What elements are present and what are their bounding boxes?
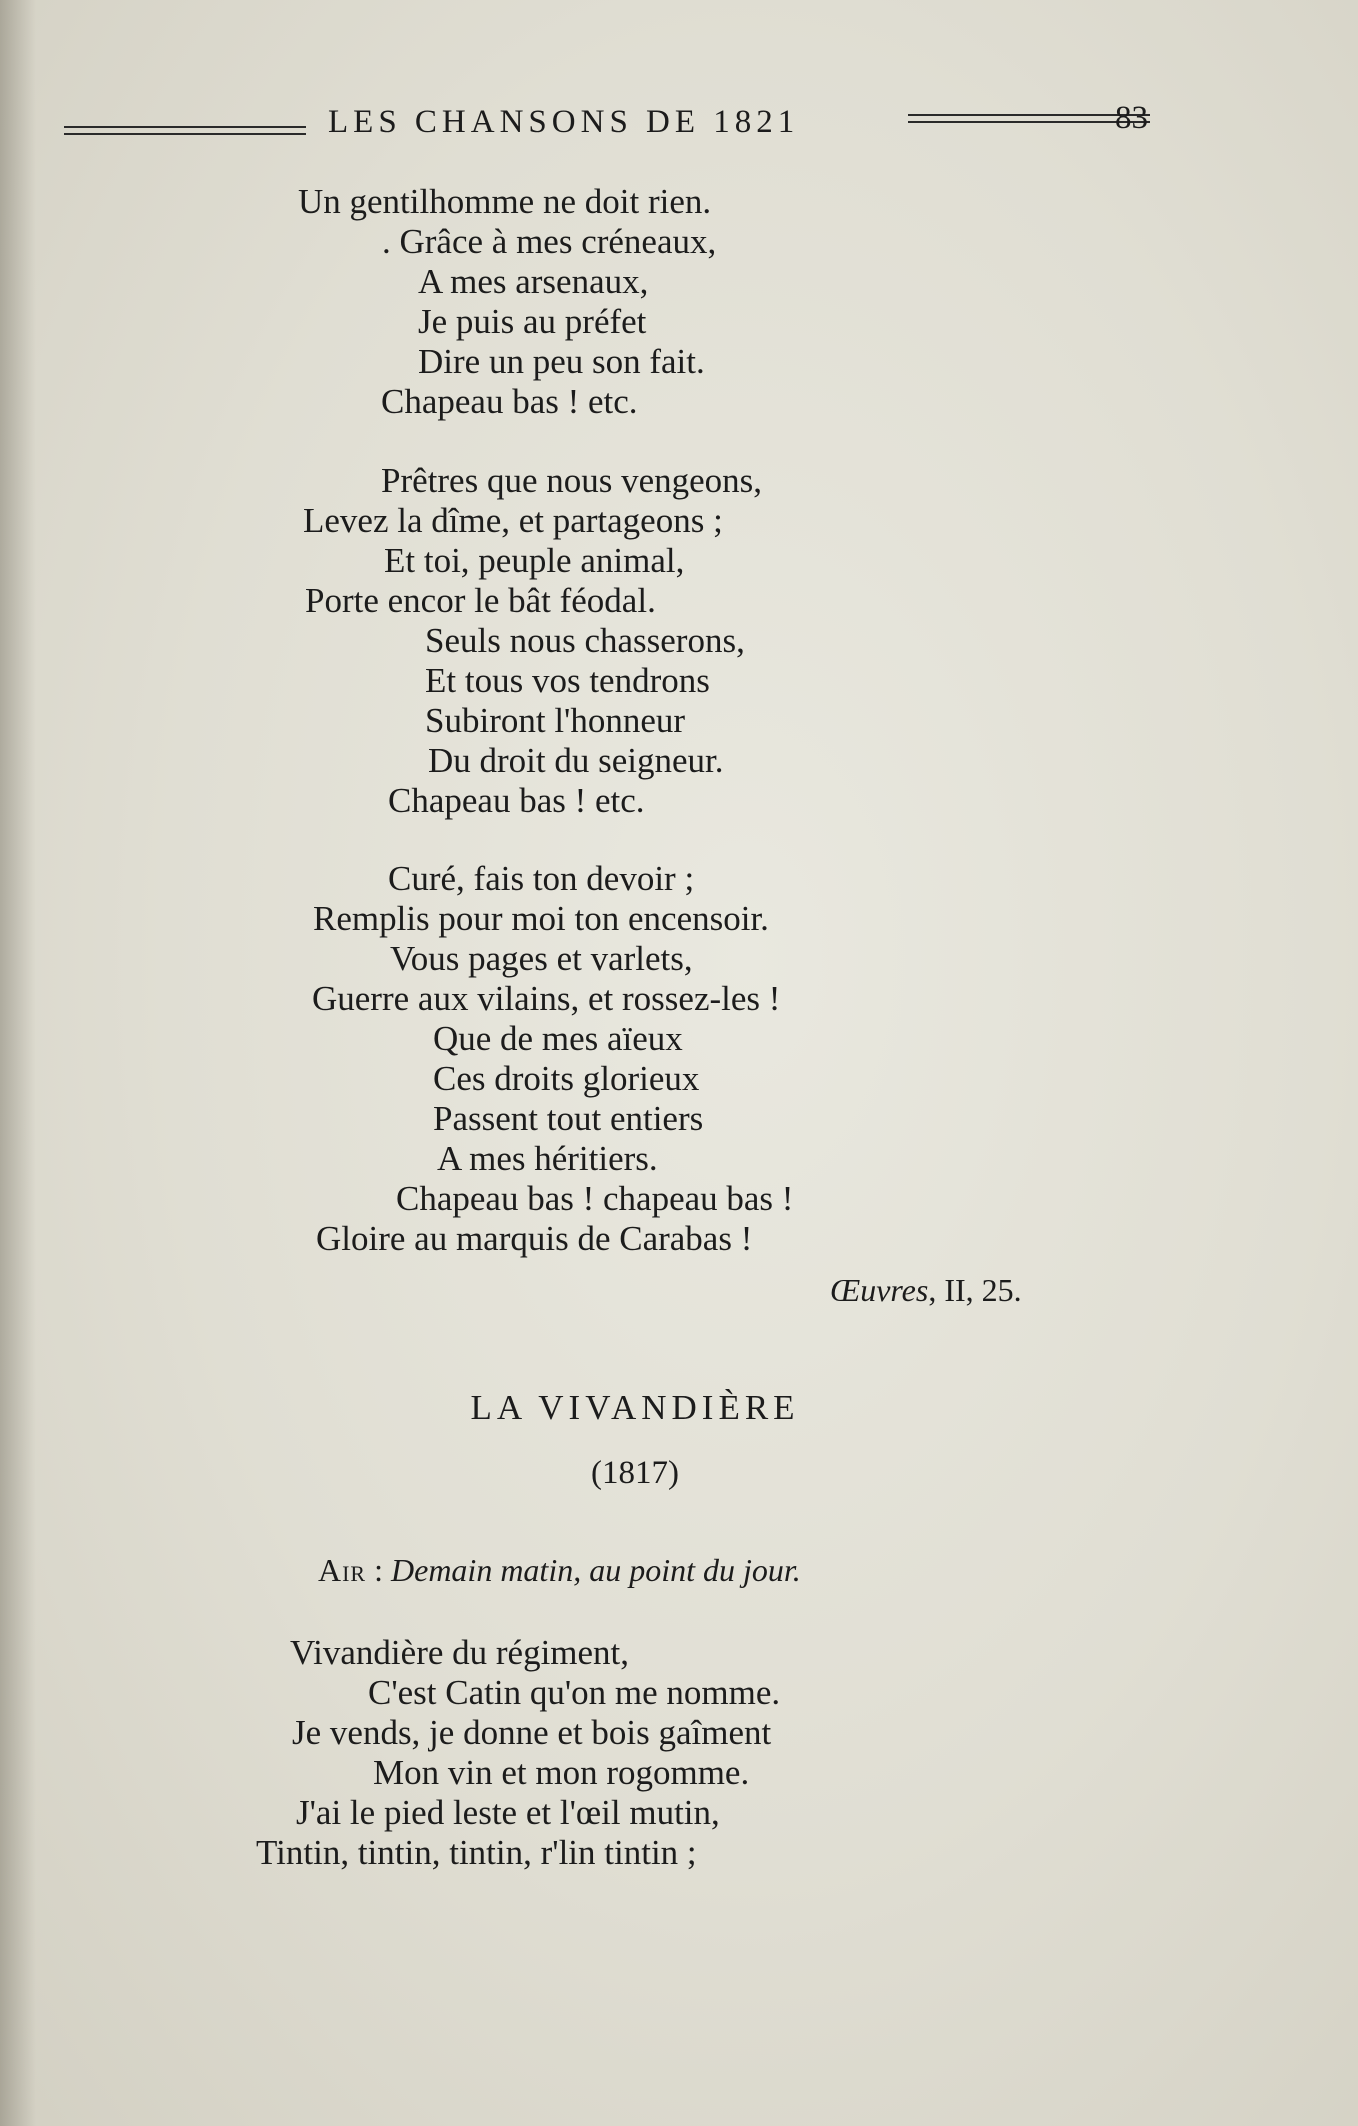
verse-line: A mes arsenaux, [418, 262, 649, 301]
verse-line: Et toi, peuple animal, [384, 541, 685, 580]
verse-line: Subiront l'honneur [425, 701, 686, 740]
verse-line: Prêtres que nous vengeons, [381, 461, 763, 500]
verse-line: Levez la dîme, et partageons ; [303, 501, 723, 540]
verse-line: A mes héritiers. [437, 1139, 658, 1178]
verse-line: Passent tout entiers [433, 1099, 704, 1138]
header-rule-right [908, 114, 1150, 123]
air-text: Demain matin, au point du jour. [391, 1552, 801, 1588]
verse-line: Vous pages et varlets, [390, 939, 693, 978]
verse-line: Chapeau bas ! etc. [381, 382, 638, 421]
verse-line: Guerre aux vilains, et rossez-les ! [312, 979, 781, 1018]
verse-line: Mon vin et mon rogomme. [373, 1753, 750, 1792]
air-separator: : [366, 1552, 391, 1588]
song-title: LA VIVANDIÈRE [470, 1388, 800, 1427]
verse-line: Porte encor le bât féodal. [305, 581, 656, 620]
verse-line: Chapeau bas ! etc. [388, 781, 645, 820]
air-line [318, 1552, 801, 1589]
verse-line: Vivandière du régiment, [290, 1633, 630, 1672]
verse-line: Gloire au marquis de Carabas ! [316, 1219, 753, 1258]
verse-line: J'ai le pied leste et l'œil mutin, [296, 1793, 720, 1832]
running-title: LES CHANSONS DE 1821 [328, 104, 800, 140]
verse-line: C'est Catin qu'on me nomme. [368, 1673, 781, 1712]
verse-line: Tintin, tintin, tintin, r'lin tintin ; [256, 1833, 697, 1872]
verse-line: . Grâce à mes créneaux, [382, 222, 717, 261]
verse-line: Remplis pour moi ton encensoir. [313, 899, 769, 938]
verse-line: Ces droits glorieux [433, 1059, 700, 1098]
page-edge-shadow [0, 0, 36, 2126]
verse-line: Je vends, je donne et bois gaîment [292, 1713, 772, 1752]
page-number: 83 [1115, 100, 1148, 136]
verse-line: Et tous vos tendrons [425, 661, 710, 700]
verse-line: Chapeau bas ! chapeau bas ! [396, 1179, 794, 1218]
verse-line: Du droit du seigneur. [428, 741, 724, 780]
source-ref: , II, 25. [928, 1272, 1022, 1308]
verse-line: Je puis au préfet [418, 302, 647, 341]
verse-line: Que de mes aïeux [433, 1019, 683, 1058]
verse-line: Dire un peu son fait. [418, 342, 705, 381]
source-reference [830, 1272, 1022, 1309]
song-year: (1817) [591, 1455, 679, 1491]
header-rule-left [64, 126, 306, 135]
source-work: Œuvres [830, 1272, 929, 1308]
running-header [60, 100, 1160, 150]
verse-line: Curé, fais ton devoir ; [388, 859, 695, 898]
verse-line: Un gentilhomme ne doit rien. [298, 182, 712, 221]
verse-line: Seuls nous chasserons, [425, 621, 745, 660]
air-label: Air [318, 1552, 367, 1588]
